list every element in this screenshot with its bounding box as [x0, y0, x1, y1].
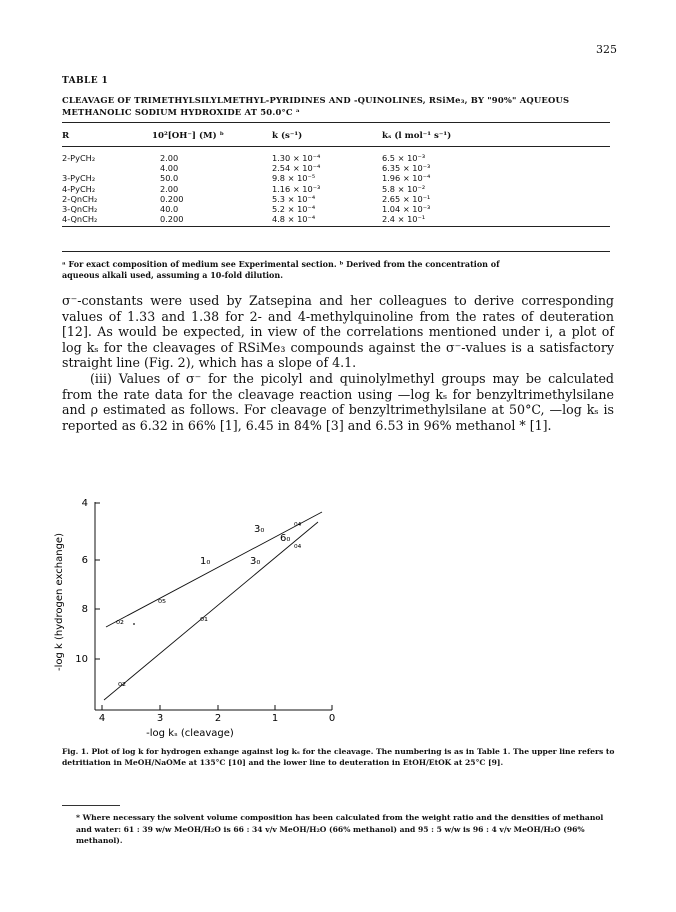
table-cell: 5.8 × 10⁻² — [382, 183, 426, 194]
table-col-k — [272, 153, 320, 224]
point-label: ₀₄ — [294, 519, 302, 529]
paragraph: σ⁻-constants were used by Zatsepina and her colleagues to derive corresponding values of 1.33 and 1.38 for 2- and 4-methylquinoline from the rates of deuteration [12]. As would be expected, in view of the correlations mentioned under i, a plot of log kₛ for the cleavages of RSiMe₃ compounds against the σ⁻-values is a satisfactory straight line (Fig. 2), which has a slope of 4.1. — [62, 293, 614, 371]
table-cell: 2.00 — [160, 153, 179, 163]
y-tick-label: 10 — [75, 654, 88, 665]
table-cell: 5.3 × 10⁻⁴ — [272, 193, 316, 204]
table-col-oh — [160, 153, 183, 224]
x-tick-label: 2 — [214, 713, 222, 724]
table-cell: 50.0 — [160, 173, 179, 184]
point-label: 6₀ — [280, 533, 291, 544]
table-cell: 2-QnCH₂ — [62, 193, 98, 204]
body-text — [62, 293, 614, 433]
table-cell: 6.35 × 10⁻³ — [382, 163, 431, 174]
table-cell: 3-QnCH₂ — [62, 204, 98, 215]
table-cell: 0.200 — [160, 193, 184, 204]
figure-plot — [40, 490, 360, 740]
table-cell: 2.4 × 10⁻¹ — [382, 214, 426, 225]
table-cell: 2.00 — [160, 183, 179, 194]
table-col-ks — [382, 153, 430, 224]
table-footnote — [62, 259, 610, 281]
y-tick-label: 6 — [81, 555, 88, 566]
table-cell: 4-PyCH₂ — [62, 183, 96, 194]
table-header-r: R — [62, 131, 70, 141]
table-cell: 2.65 × 10⁻¹ — [382, 193, 431, 204]
table-cell: 2-PyCH₂ — [62, 153, 96, 163]
point-label: ₀₄ — [294, 541, 302, 551]
table-bottom-rule-1 — [62, 226, 610, 227]
paragraph: (iii) Values of σ⁻ for the picolyl and quinolylmethyl groups may be calculated from the rate data for the cleavage reaction using —log kₛ for benzyltrimethylsilane and ρ estimated as follows. For cleavage of benzyltrimethylsilane at 50°C, —log kₛ is reported as 6.32 in 66% [1], 6.45 in 84% [3] and 6.53 in 96% methanol * [1]. — [62, 370, 614, 433]
table-cell: 9.8 × 10⁻⁵ — [272, 173, 316, 184]
point-label: ₀₅ — [158, 595, 167, 606]
table-cell: 4.00 — [160, 163, 179, 174]
point-label: 1₀ — [200, 556, 211, 567]
table-cell: 1.30 × 10⁻⁴ — [272, 153, 321, 163]
table-label: TABLE 1 — [62, 76, 109, 86]
page-number: 325 — [596, 43, 617, 56]
point-label: ₀₁ — [200, 613, 209, 624]
table-cell: 6.5 × 10⁻³ — [382, 153, 426, 163]
data-point — [133, 623, 135, 625]
table-header-ks: kₛ (l mol⁻¹ s⁻¹) — [382, 131, 452, 141]
table-cell: 40.0 — [160, 204, 179, 215]
point-label: ₀₂ — [118, 678, 127, 689]
table-top-rule — [62, 122, 610, 123]
point-label: 3₀ — [250, 556, 261, 567]
y-tick-label: 8 — [81, 604, 88, 615]
table-title: CLEAVAGE OF TRIMETHYLSILYLMETHYL-PYRIDINES AND -QUINOLINES, RSiMe₃, BY "90%" AQUEOUS METHANOLIC SODIUM HYDROXIDE AT 50.0°C ᵃ — [62, 95, 570, 117]
table-header-rule — [62, 146, 610, 147]
figure-caption: Fig. 1. Plot of log k for hydrogen exhange against log kₛ for the cleavage. The numbering is as in Table 1. The upper line refers to detritiation in MeOH/NaOMe at 135°C [10] and the lower line to deuteration in EtOH/EtOK at 25°C [9]. — [62, 747, 615, 767]
table-cell: 1.16 × 10⁻³ — [272, 183, 321, 194]
table-cell: 2.54 × 10⁻⁴ — [272, 163, 321, 174]
upper-fit-line — [106, 512, 322, 627]
y-axis-label: -log k (hydrogen exchange) — [54, 533, 65, 671]
table-cell: 1.96 × 10⁻⁴ — [382, 173, 431, 184]
y-tick-label: 4 — [81, 498, 88, 509]
table-cell: 3-PyCH₂ — [62, 173, 96, 184]
table-header-k: k (s⁻¹) — [272, 131, 303, 141]
table-col-r — [62, 153, 97, 224]
page-footnote: * Where necessary the solvent volume composition has been calculated from the weight ratio and the densities of methanol and water: 61 : 39 w/w MeOH/H₂O is 66 : 34 v/v MeOH/H₂O (66% methanol) and 95 : 5 w/w is 96 : 4 v/v MeOH/H₂O (96% methanol). — [76, 813, 604, 845]
point-label: ₀₂ — [116, 616, 125, 627]
table-footnote-line: ᵃ For exact composition of medium see Experimental section. ᵇ Derived from the concentration of — [62, 259, 500, 269]
table-bottom-rule-2 — [62, 251, 610, 252]
table-cell — [62, 163, 97, 173]
x-tick-label: 1 — [271, 713, 279, 724]
table-cell: 4.8 × 10⁻⁴ — [272, 214, 316, 225]
point-label: 3₀ — [254, 524, 265, 535]
table-header-oh: 10²[OH⁻] (M) ᵇ — [152, 131, 224, 141]
table-cell: 5.2 × 10⁻⁴ — [272, 204, 316, 215]
x-tick-label: 0 — [328, 713, 336, 724]
x-tick-label: 3 — [156, 713, 164, 724]
table-cell: 0.200 — [160, 214, 184, 225]
x-tick-label: 4 — [98, 713, 106, 724]
footnote-rule — [62, 805, 120, 806]
x-axis-label: -log kₛ (cleavage) — [146, 728, 234, 739]
table-cell: 1.04 × 10⁻³ — [382, 204, 431, 215]
table-cell: 4-QnCH₂ — [62, 214, 98, 225]
table-footnote-line: aqueous alkali used, assuming a 10-fold dilution. — [62, 270, 283, 280]
